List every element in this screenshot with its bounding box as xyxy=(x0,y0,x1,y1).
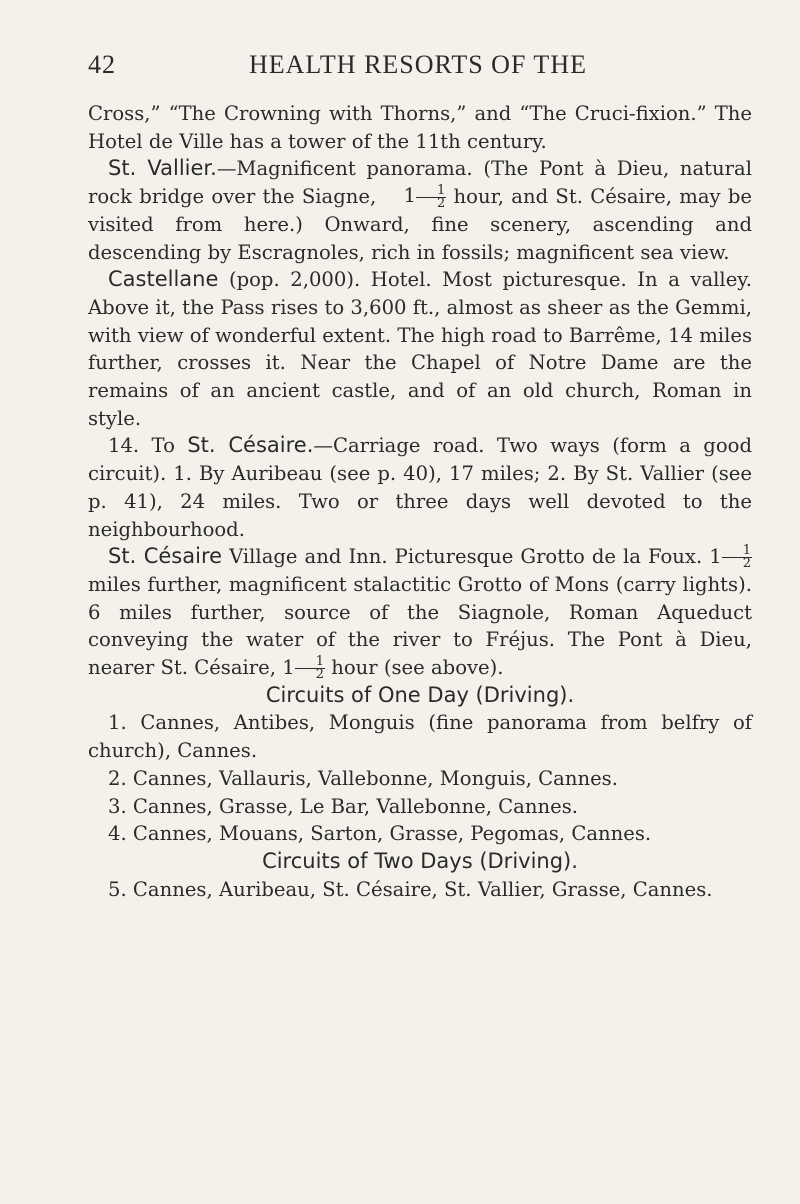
place-name: St. Césaire xyxy=(108,544,223,569)
place-name: St. Vallier. xyxy=(108,156,217,181)
circuit-item: 1. Cannes, Antibes, Monguis (fine panorama from belfry of church), Cannes. xyxy=(88,711,752,763)
paragraph-text: hour, and St. Césaire, may be visited from here.) Onward, fine scenery, ascending and descending by Escragnoles, rich in fossils; magnificent sea view. xyxy=(88,185,752,264)
paragraph-to-st-cesaire xyxy=(88,432,752,543)
circuit-item: 3. Cannes, Grasse, Le Bar, Vallebonne, Cannes. xyxy=(108,794,578,818)
circuit-item: 4. Cannes, Mouans, Sarton, Grasse, Pegomas, Cannes. xyxy=(108,822,652,846)
circuit-item: 5. Cannes, Auribeau, St. Césaire, St. Vallier, Grasse, Cannes. xyxy=(108,877,713,901)
section-heading-two-days: Circuits of Two Days (Driving). xyxy=(262,848,578,873)
fraction-half: $\frac{1}{2}$ xyxy=(722,545,752,570)
place-name: St. Césaire. xyxy=(187,433,314,458)
paragraph-text: hour (see above). xyxy=(331,656,504,680)
section-heading-one-day: Circuits of One Day (Driving). xyxy=(265,682,575,707)
place-name: Castellane xyxy=(108,267,219,292)
running-header xyxy=(88,50,748,90)
paragraph-continuation: Cross,” “The Crowning with Thorns,” and “The Cruci-fixion.” The Hotel de Ville has a tower of the 11th century. xyxy=(88,102,752,153)
fraction: 1 xyxy=(403,184,416,208)
paragraph-st-vallier xyxy=(88,155,752,266)
circuit-item: 2. Cannes, Vallauris, Vallebonne, Monguis, Cannes. xyxy=(108,766,618,790)
paragraph-text: —Magnificent panorama. (The Pont à Dieu, natural rock bridge over the Siagne, xyxy=(88,157,752,209)
item-number: 14. To xyxy=(108,434,175,458)
paragraph-text: Village and Inn. Picturesque Grotto de la Foux. xyxy=(229,545,703,569)
fraction-half: $\frac{1}{2}$ xyxy=(295,656,325,681)
paragraph-castellane xyxy=(88,266,752,432)
paragraph-text: —Carriage road. Two ways (form a good circuit). 1. By Auribeau (see p. 40), 17 miles; 2. By St. Vallier (see p. 41), 24 miles. Two or three days well devoted to the neighbourhood. xyxy=(88,434,752,541)
paragraph-st-cesaire xyxy=(88,543,752,682)
fraction-half: $\frac{1}{2}$ xyxy=(416,185,446,210)
paragraph-text: (pop. 2,000). Hotel. Most picturesque. In a valley. Above it, the Pass rises to 3,600 ft., almost as sheer as the Gemmi, with view of wonderful extent. The high road to Barrême, 14 miles further, crosses it. Near the Chapel of Notre Dame are the remains of an ancient castle, and of an old church, Roman in style. xyxy=(88,268,752,430)
fraction-whole: 1 xyxy=(282,656,295,680)
fraction-whole: 1 xyxy=(709,545,722,569)
paragraph-text: miles further, magnificent stalactitic Grotto of Mons (carry lights). 6 miles further, source of the Siagnole, Roman Aqueduct conveying the water of the river to Fréjus. The Pont à Dieu, nearer St. Césaire, xyxy=(88,572,752,680)
page-number: 42 xyxy=(88,50,116,79)
body-text xyxy=(88,100,752,903)
running-title: HEALTH RESORTS OF THE xyxy=(249,50,587,79)
